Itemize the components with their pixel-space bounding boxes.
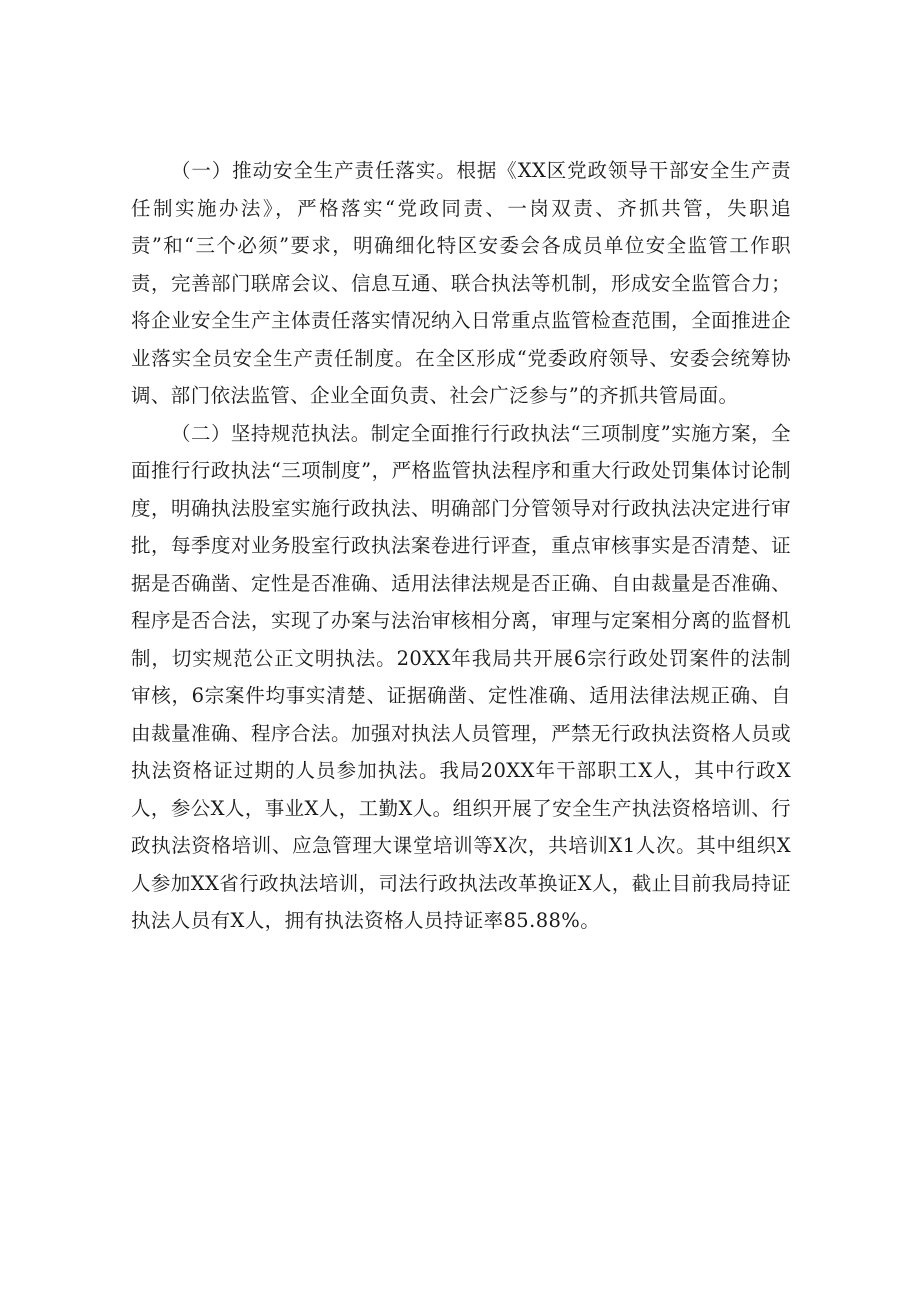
paragraph-standardized-enforcement: （二）坚持规范执法。制定全面推行行政执法“三项制度”实施方案，全面推行行政执法“三项制度”，严格监管执法程序和重大行政处罚集体讨论制度，明确执法股室实施行政执法、明确部门分管领导对行政执法决定进行审批，每季度对业务股室行政执法案卷进行评查，重点审核事实是否清楚、证据是否确凿、定性是否准确、适用法律法规是否正确、自由裁量是否准确、程序是否合法，实现了办案与法治审核相分离，审理与定案相分离的监督机制，切实规范公正文明执法。20XX年我局共开展6宗行政处罚案件的法制审核，6宗案件均事实清楚、证据确凿、定性准确、适用法律法规正确、自由裁量准确、程序合法。加强对执法人员管理，严禁无行政执法资格人员或执法资格证过期的人员参加执法。我局20XX年干部职工X人，其中行政X人，参公X人，事业X人，工勤X人。组织开展了安全生产执法资格培训、行政执法资格培训、应急管理大课堂培训等X次，共培训X1人次。其中组织X人参加XX省行政执法培训，司法行政执法改革换证X人，截止目前我局持证执法人员有X人，拥有执法资格人员持证率85.88%。 [131, 421, 791, 932]
document-body [131, 152, 791, 940]
paragraph-safety-responsibility: （一）推动安全生产责任落实。根据《XX区党政领导干部安全生产责任制实施办法》，严格落实“党政同责、一岗双责、齐抓共管，失职追责”和“三个必须”要求，明确细化特区安委会各成员单位安全监管工作职责，完善部门联席会议、信息互通、联合执法等机制，形成安全监管合力；将企业安全生产主体责任落实情况纳入日常重点监管检查范围，全面推进企业落实全员安全生产责任制度。在全区形成“党委政府领导、安委会统筹协调、部门依法监管、企业全面负责、社会广泛参与”的齐抓共管局面。 [131, 159, 791, 407]
